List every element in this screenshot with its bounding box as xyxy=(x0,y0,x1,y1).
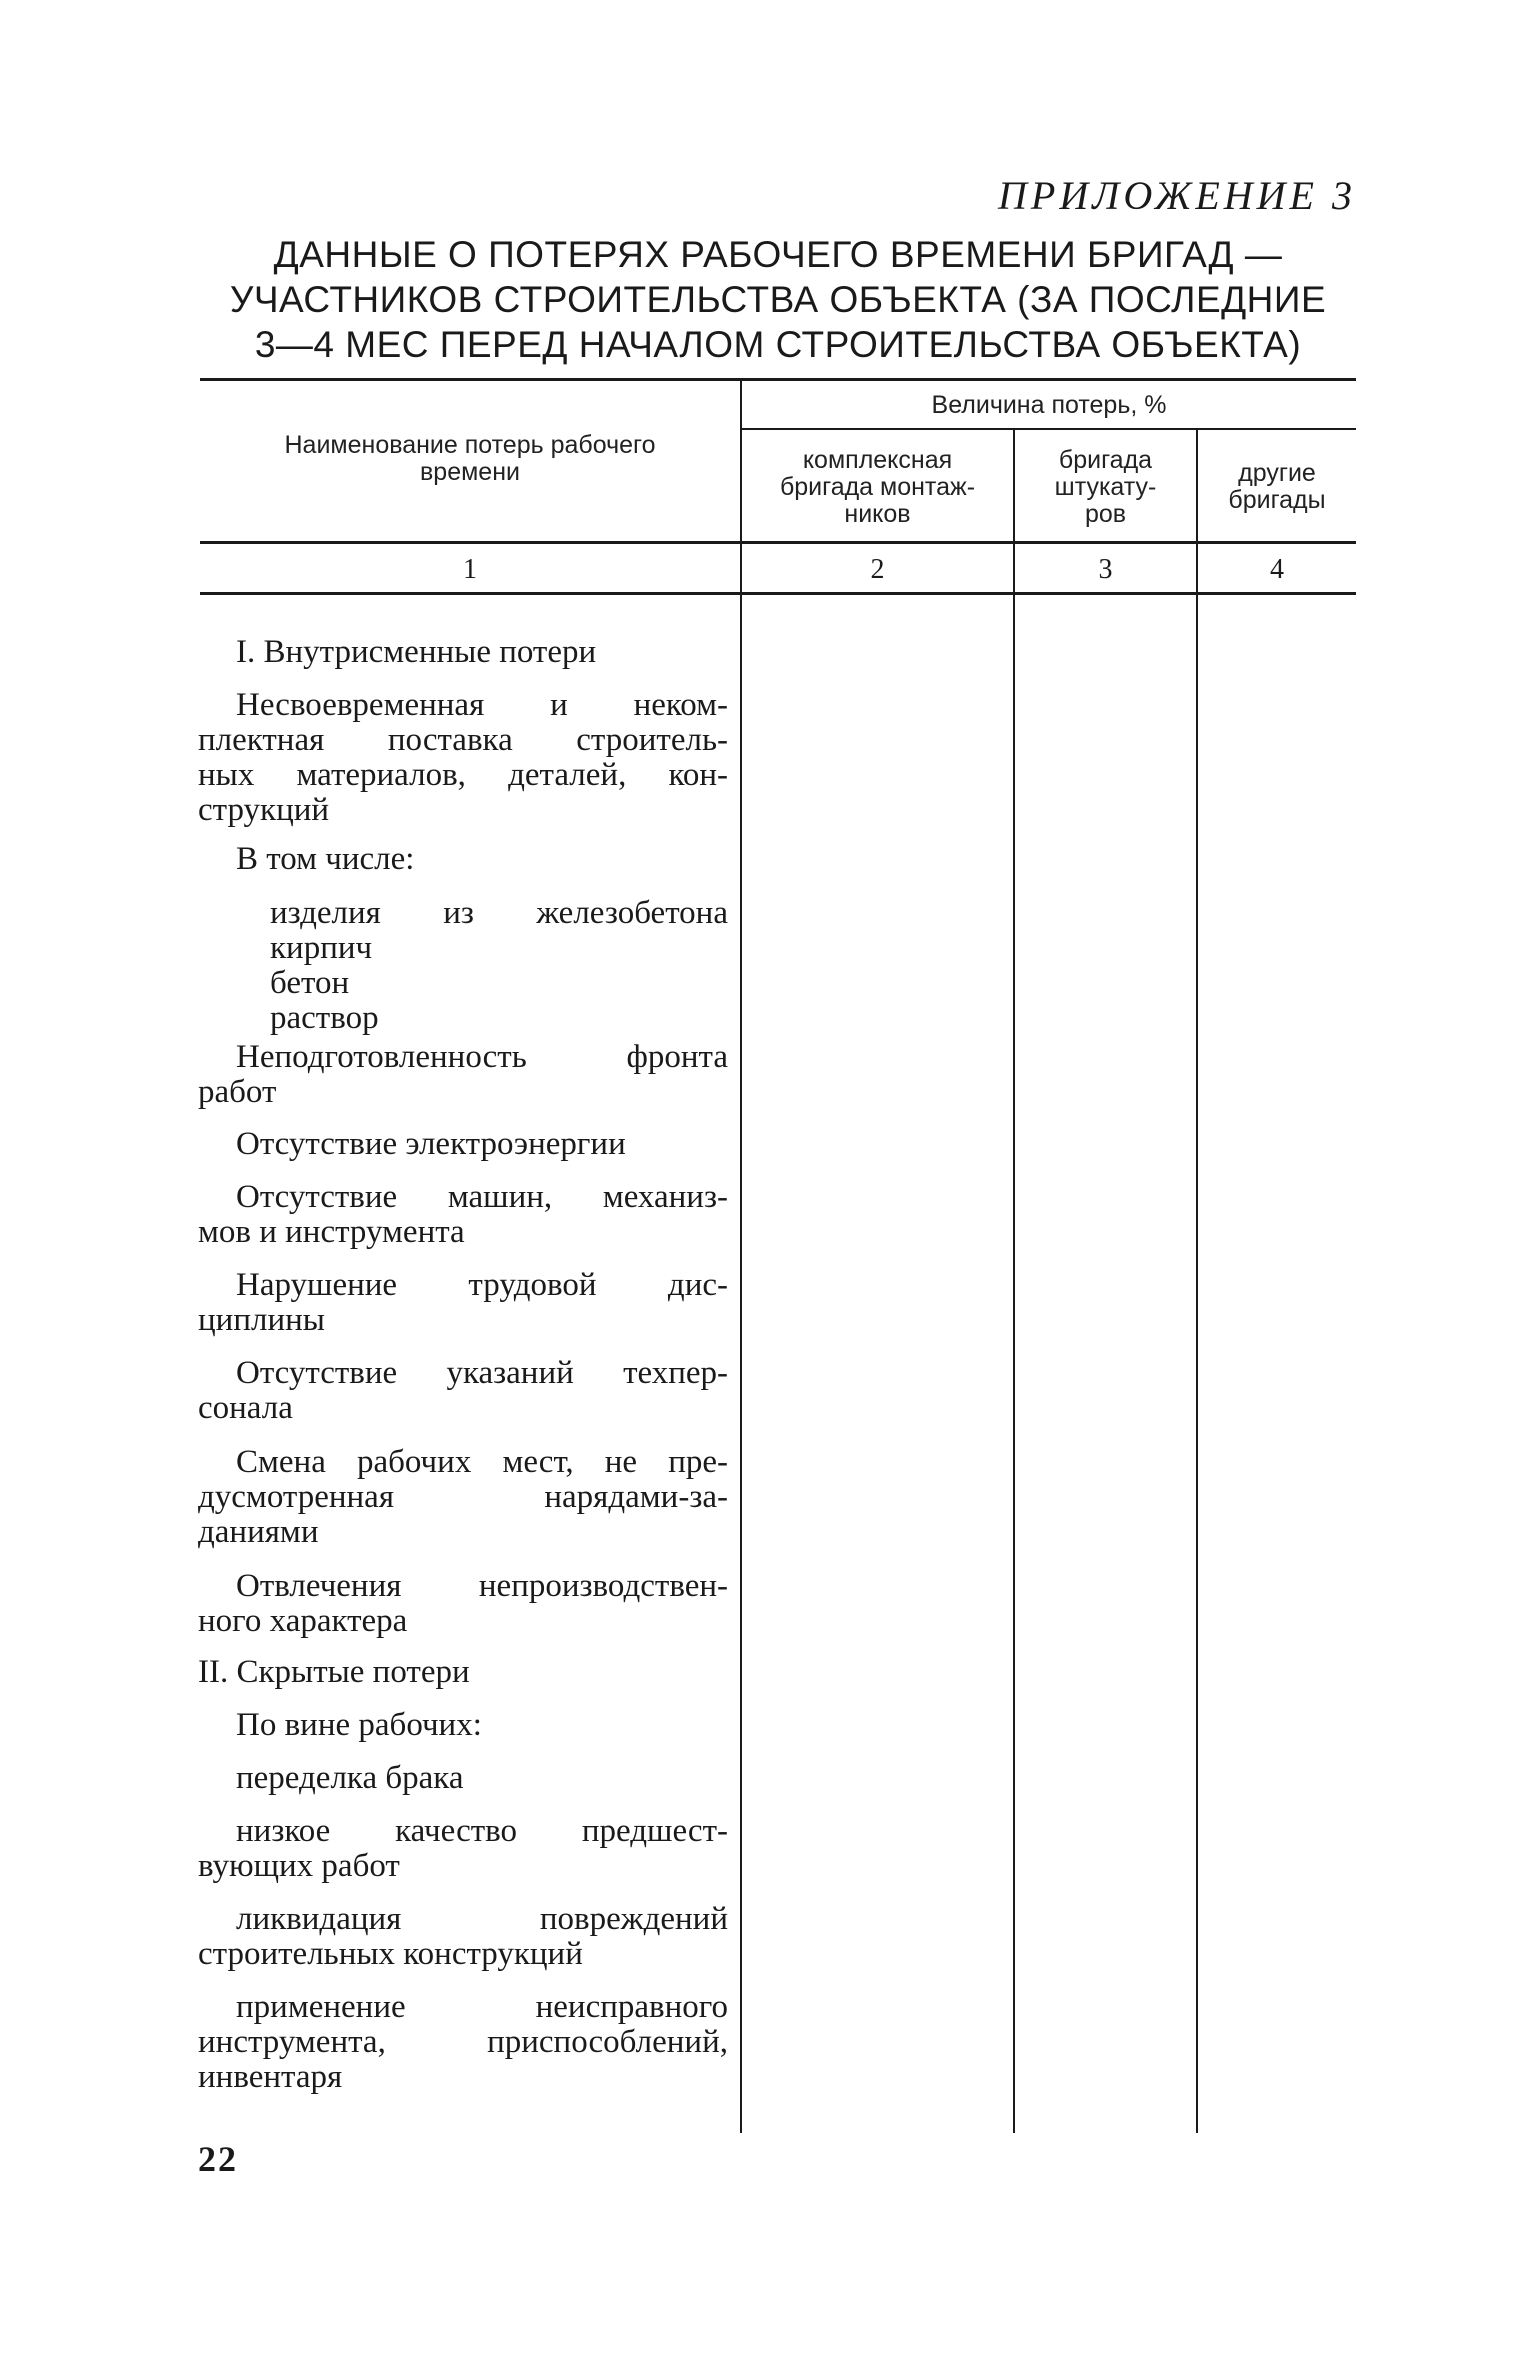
loss-entry-line: переделка брака xyxy=(236,1760,464,1796)
column-divider-1 xyxy=(740,381,742,2133)
header-line: комплексная xyxy=(802,446,953,474)
loss-entry-line: Отсутствие машин, механиз- xyxy=(236,1179,728,1215)
loss-entry-line: I. Внутрисменные потери xyxy=(236,634,597,670)
table-top-rule xyxy=(200,378,1356,381)
loss-entry xyxy=(198,1761,728,1796)
loss-entry xyxy=(198,1445,728,1550)
loss-entry xyxy=(198,1569,728,1639)
header-line: другие xyxy=(1238,459,1316,487)
header-loss-name xyxy=(200,432,740,486)
column-divider-2 xyxy=(1013,430,1015,2133)
loss-entry-line: Несвоевременная и неком- xyxy=(236,687,728,723)
loss-entry-line: применение неисправного xyxy=(236,1989,728,2025)
loss-entry xyxy=(198,842,728,877)
loss-entry xyxy=(198,1708,728,1743)
column-divider-3 xyxy=(1196,430,1198,2133)
loss-entry-line: струкций xyxy=(198,792,330,828)
loss-entry-line: плектная поставка строитель- xyxy=(198,722,728,758)
loss-entry-line: изделия из железобетона xyxy=(270,895,728,931)
loss-entry-line: ного характера xyxy=(198,1603,408,1639)
loss-entry xyxy=(198,688,728,828)
title-line: УЧАСТНИКОВ СТРОИТЕЛЬСТВА ОБЪЕКТА (ЗА ПОСЛЕДНИЕ xyxy=(229,279,1327,320)
column-numbers-rule xyxy=(200,592,1356,595)
loss-entry-line: работ xyxy=(198,1074,277,1110)
loss-entry-line: По вине рабочих: xyxy=(236,1707,482,1743)
loss-entry-line: Неподготовленность фронта xyxy=(236,1039,728,1075)
loss-entry-line: инструмента, приспособлений, xyxy=(198,2024,728,2060)
loss-entry-line: дусмотренная нарядами-за- xyxy=(198,1479,728,1515)
column-number-3: 3 xyxy=(1098,554,1113,585)
loss-entry xyxy=(198,1180,728,1250)
loss-entry xyxy=(198,635,728,670)
header-line: времени xyxy=(420,458,520,486)
loss-entry xyxy=(198,1268,728,1338)
header-line: бригада монтаж- xyxy=(779,473,976,501)
header-loss-value-group: Величина потерь, % xyxy=(931,391,1167,419)
loss-entry-line: строительных конструкций xyxy=(198,1936,583,1972)
loss-entry-line: Смена рабочих мест, не пре- xyxy=(236,1444,728,1480)
column-number-1: 1 xyxy=(463,554,477,585)
loss-entry-line: ных материалов, деталей, кон- xyxy=(198,757,728,793)
loss-entry-line: кирпич xyxy=(270,930,373,966)
loss-entry-line: ликвидация повреждений xyxy=(236,1901,728,1937)
header-other-brigades xyxy=(1198,460,1356,514)
loss-entry-line: II. Скрытые потери xyxy=(198,1654,470,1690)
loss-entry-line: циплины xyxy=(198,1302,325,1338)
loss-entry xyxy=(198,1902,728,1972)
loss-entry xyxy=(198,1040,728,1110)
loss-entry-line: Отсутствие указаний техпер- xyxy=(236,1355,728,1391)
loss-entry-line: Отвлечения непроизводствен- xyxy=(236,1568,728,1604)
loss-entry-line: Нарушение трудовой дис- xyxy=(236,1267,728,1303)
column-number-4: 4 xyxy=(1270,554,1284,585)
loss-entry xyxy=(198,1990,728,2095)
title-line: ДАННЫЕ О ПОТЕРЯХ РАБОЧЕГО ВРЕМЕНИ БРИГАД — xyxy=(273,234,1283,275)
loss-entry-line: даниями xyxy=(198,1514,319,1550)
loss-entry xyxy=(198,1655,728,1690)
loss-entry xyxy=(198,896,728,1036)
header-line: бригада xyxy=(1058,446,1153,474)
page-number: 22 xyxy=(198,2139,238,2179)
header-line: Наименование потерь рабочего xyxy=(284,431,656,459)
header-line: ников xyxy=(844,500,911,528)
loss-entry-line: вующих работ xyxy=(198,1848,400,1884)
header-plasterers-brigade xyxy=(1015,447,1196,528)
loss-entry-line: низкое качество предшест- xyxy=(236,1813,728,1849)
loss-entry-line: Отсутствие электроэнергии xyxy=(236,1126,626,1162)
header-bottom-rule xyxy=(200,541,1356,544)
title-line: 3—4 МЕС ПЕРЕД НАЧАЛОМ СТРОИТЕЛЬСТВА ОБЪЕКТА) xyxy=(254,324,1302,365)
loss-entry-line: мов и инструмента xyxy=(198,1214,465,1250)
loss-entry-line: инвентаря xyxy=(198,2059,343,2095)
header-line: ров xyxy=(1084,500,1127,528)
document-title xyxy=(198,232,1358,367)
loss-entry-line: В том числе: xyxy=(236,841,415,877)
loss-entry xyxy=(198,1814,728,1884)
header-line: штукату- xyxy=(1054,473,1157,501)
loss-entry-line: раствор xyxy=(270,1000,379,1036)
header-line: бригады xyxy=(1228,486,1326,514)
loss-entry xyxy=(198,1356,728,1426)
appendix-label: ПРИЛОЖЕНИЕ 3 xyxy=(998,173,1356,218)
group-header-rule xyxy=(740,428,1356,430)
loss-entry xyxy=(198,1127,728,1162)
header-complex-brigade xyxy=(742,447,1013,528)
loss-entry-line: сонала xyxy=(198,1390,293,1426)
loss-entry-line: бетон xyxy=(270,965,350,1001)
column-number-2: 2 xyxy=(870,554,885,585)
